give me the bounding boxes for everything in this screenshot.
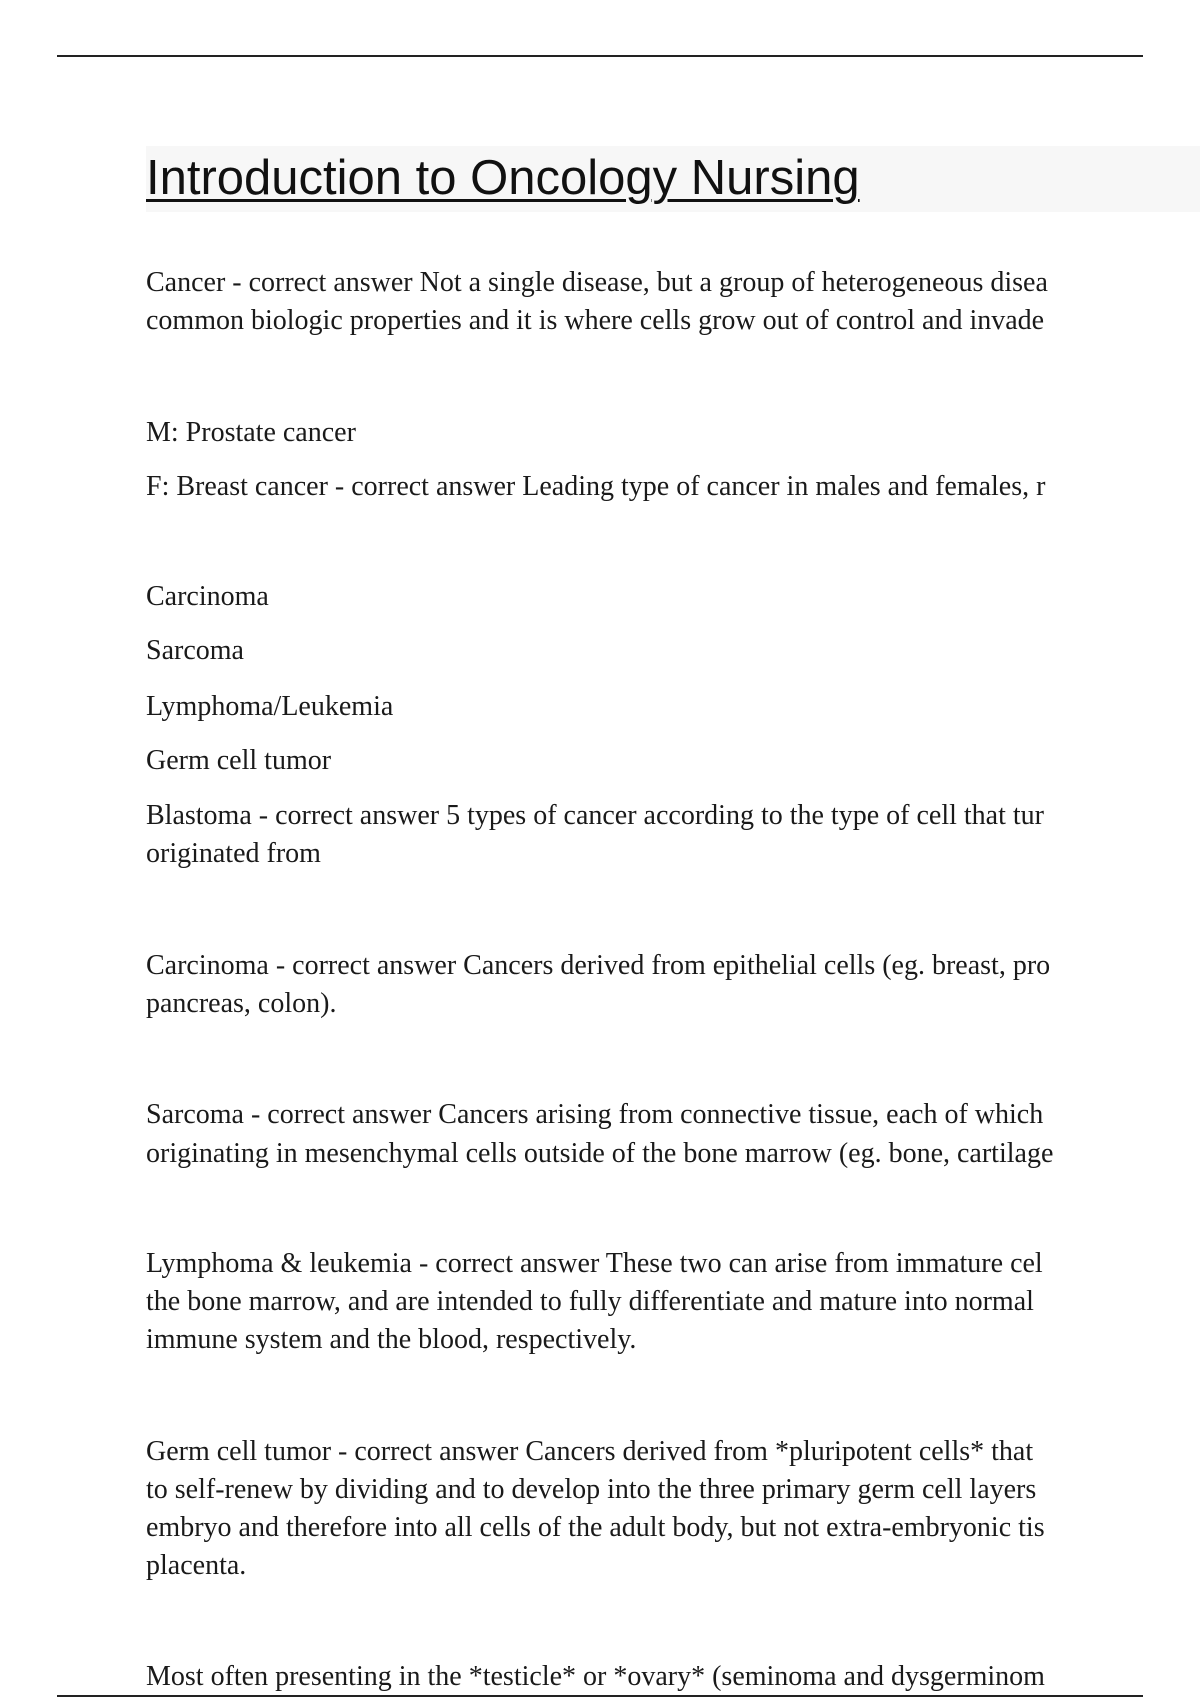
text-line: pancreas, colon). (146, 988, 337, 1019)
text-line: Lymphoma/Leukemia (146, 691, 394, 722)
text-line: Carcinoma - correct answer Cancers derived from epithelial cells (eg. breast, pro (146, 950, 1051, 981)
text-line: the bone marrow, and are intended to fully differentiate and mature into normal (146, 1286, 1034, 1317)
text-line: Blastoma - correct answer 5 types of cancer according to the type of cell that tur (146, 800, 1044, 831)
text-line: Cancer - correct answer Not a single disease, but a group of heterogeneous disea (146, 267, 1048, 298)
text-line: common biologic properties and it is where cells grow out of control and invade (146, 305, 1045, 336)
top-rule (57, 55, 1143, 57)
text-line: to self-renew by dividing and to develop into the three primary germ cell layers (146, 1474, 1037, 1505)
bottom-rule (57, 1695, 1143, 1697)
text-line: embryo and therefore into all cells of the adult body, but not extra-embryonic tis (146, 1512, 1045, 1543)
text-line: M: Prostate cancer (146, 417, 356, 448)
text-line: originating in mesenchymal cells outside of the bone marrow (eg. bone, cartilage (146, 1138, 1054, 1169)
document-title: Introduction to Oncology Nursing (146, 151, 860, 205)
text-line: F: Breast cancer - correct answer Leading type of cancer in males and females, r (146, 471, 1046, 502)
text-line: Most often presenting in the *testicle* or *ovary* (seminoma and dysgerminom (146, 1661, 1045, 1692)
text-line: immune system and the blood, respectively. (146, 1324, 637, 1355)
text-line: Sarcoma - correct answer Cancers arising from connective tissue, each of which (146, 1099, 1044, 1130)
text-line: placenta. (146, 1550, 247, 1581)
text-line: Lymphoma & leukemia - correct answer These two can arise from immature cel (146, 1248, 1043, 1279)
text-line: Germ cell tumor - correct answer Cancers derived from *pluripotent cells* that (146, 1436, 1034, 1467)
text-line: Germ cell tumor (146, 745, 332, 776)
text-line: originated from (146, 838, 321, 869)
text-line: Carcinoma (146, 581, 269, 612)
text-line: Sarcoma (146, 635, 244, 666)
